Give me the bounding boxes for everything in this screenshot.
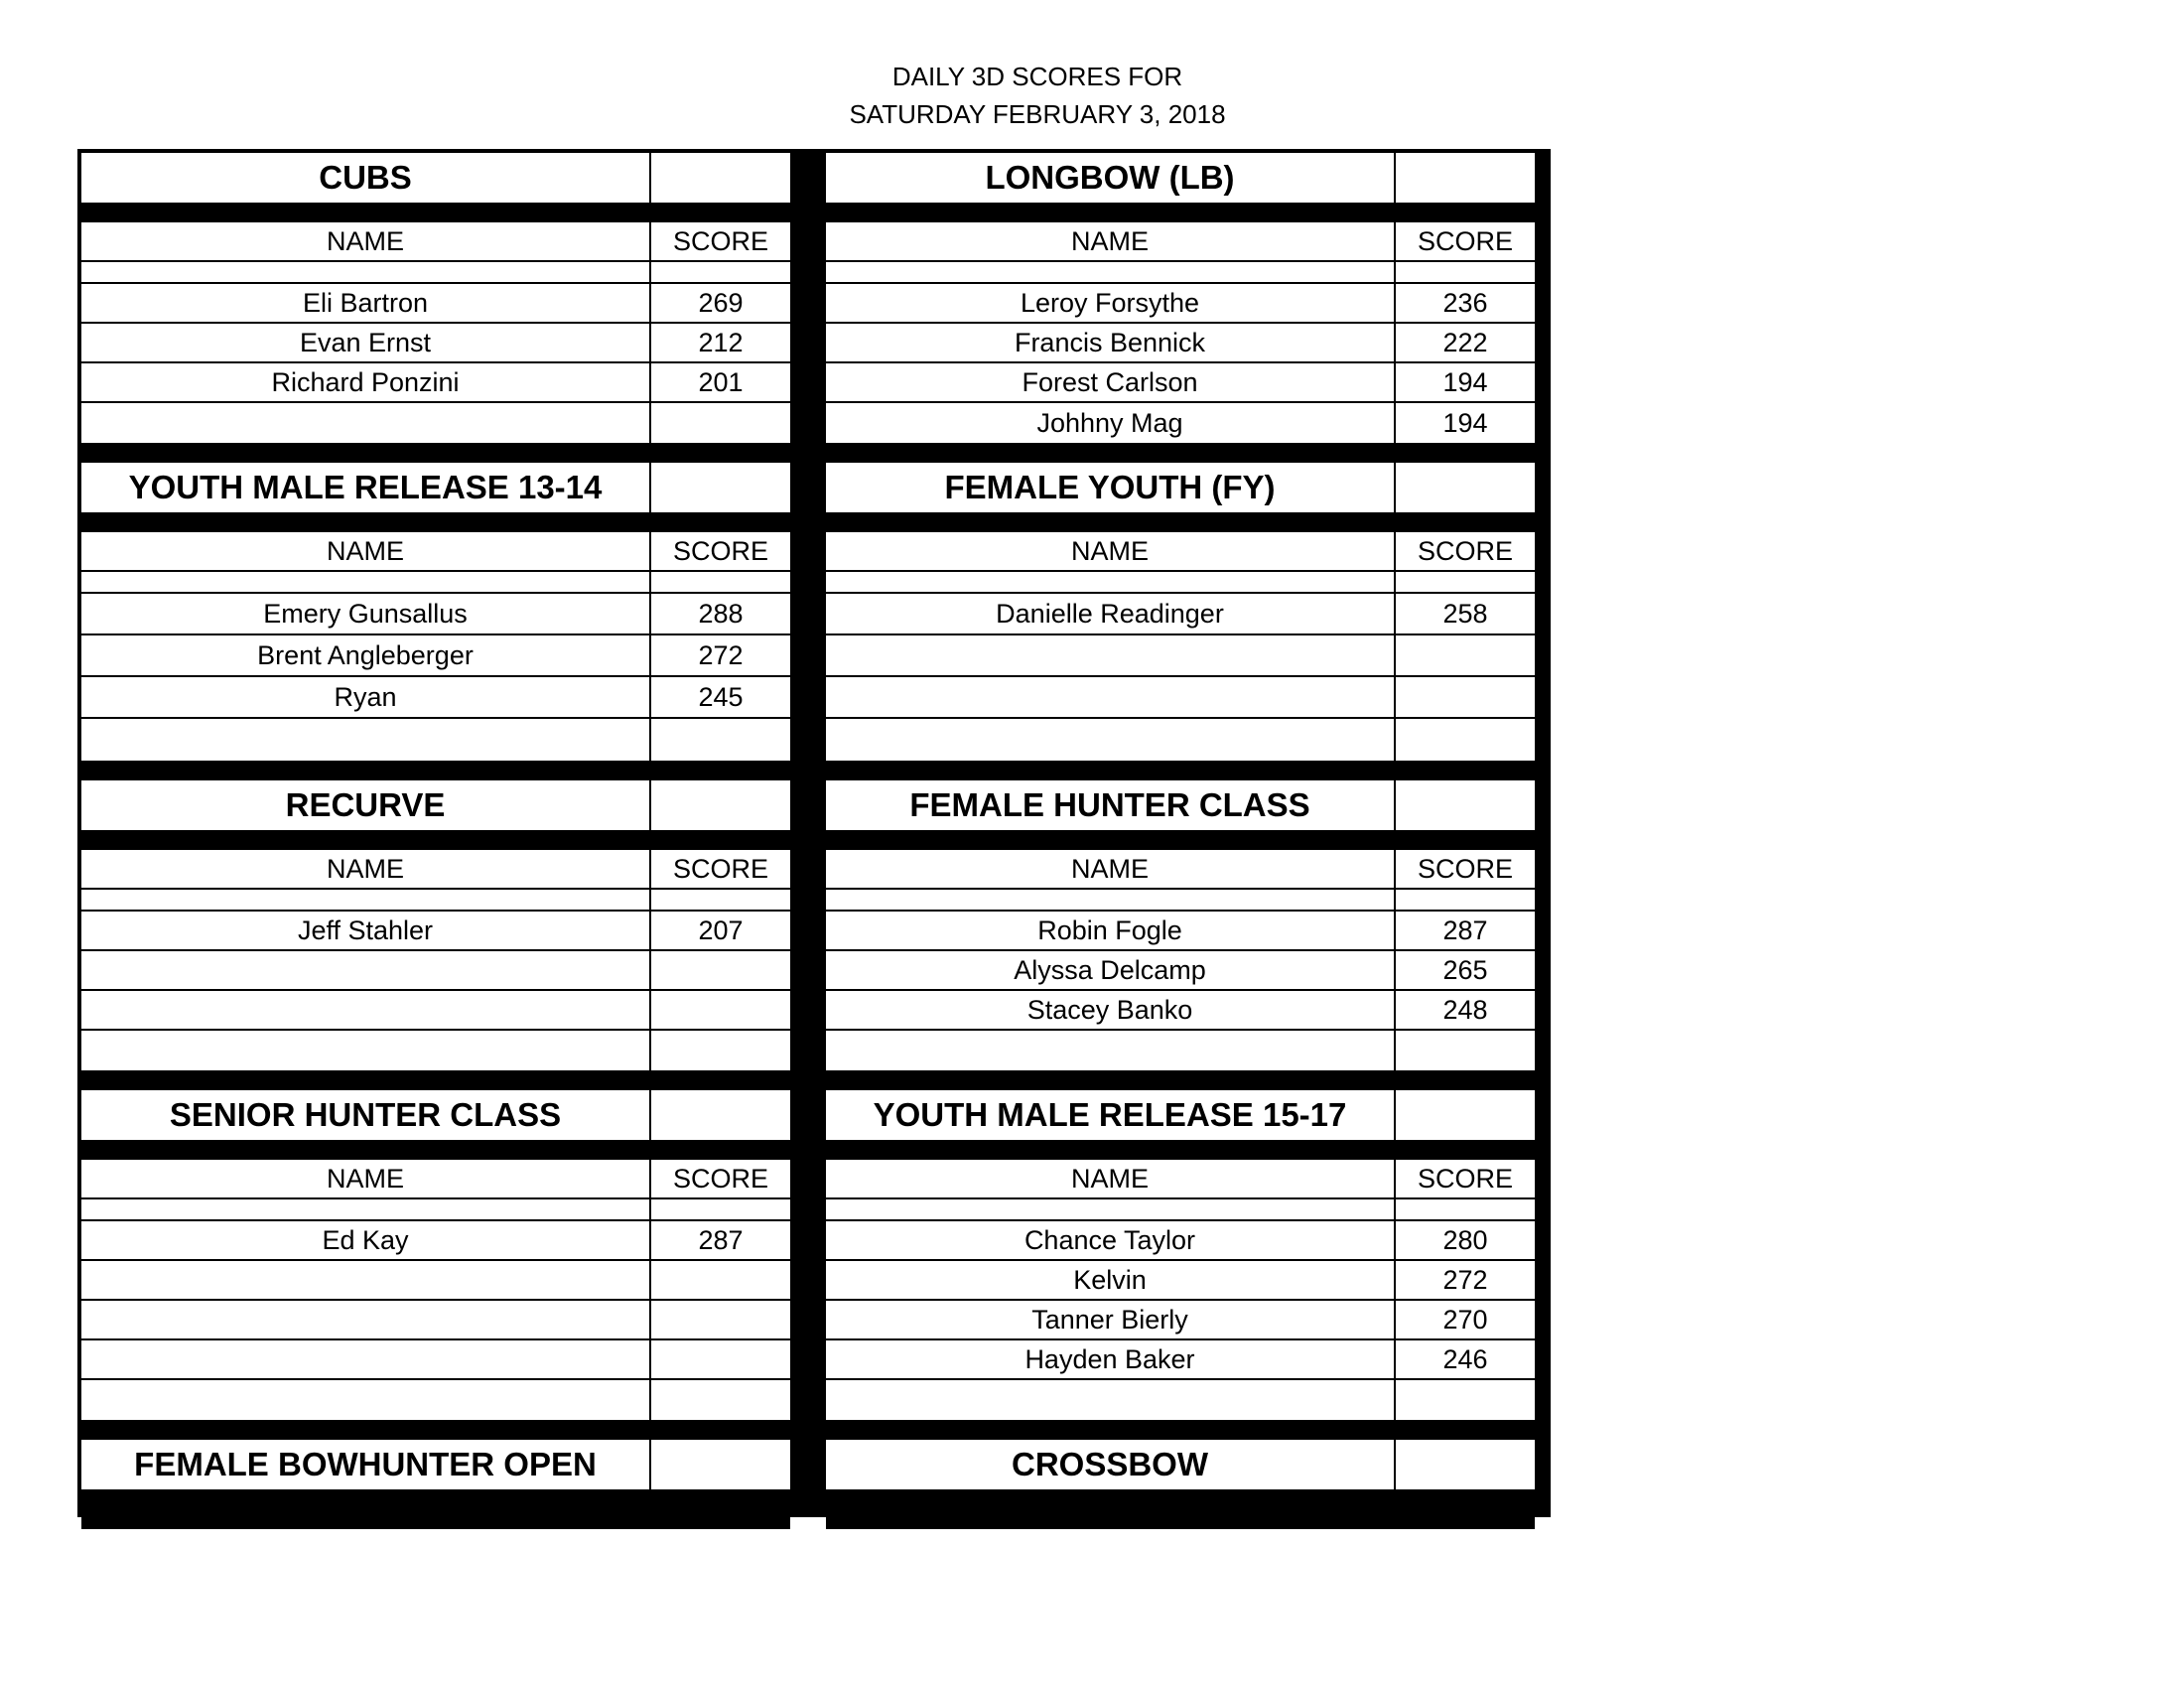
score-row xyxy=(826,1031,1535,1070)
blank-row xyxy=(826,572,1535,594)
blank-cell xyxy=(651,262,790,282)
participant-name: Emery Gunsallus xyxy=(81,594,651,633)
title-line-1: DAILY 3D SCORES FOR xyxy=(891,62,1183,91)
blank-cell xyxy=(1396,262,1535,282)
section-title: FEMALE YOUTH (FY) xyxy=(826,463,1396,512)
score-column-header: SCORE xyxy=(1417,1163,1514,1194)
participant-score xyxy=(651,991,790,1029)
score-row xyxy=(826,1340,1535,1380)
blank-cell xyxy=(81,1199,651,1219)
participant-score: 245 xyxy=(698,681,744,712)
column-header-row xyxy=(826,850,1535,890)
participant-score: 287 xyxy=(698,1224,744,1255)
section-title-blank-cell xyxy=(651,1440,790,1489)
blank-cell xyxy=(81,890,651,910)
section-title-blank-cell xyxy=(651,1090,790,1140)
score-row xyxy=(826,324,1535,363)
score-row xyxy=(81,951,790,991)
participant-name xyxy=(826,719,1396,761)
section-title: FEMALE BOWHUNTER OPEN xyxy=(81,1440,651,1489)
participant-score xyxy=(651,403,790,443)
name-column-header: NAME xyxy=(826,1160,1396,1197)
participant-score: 265 xyxy=(1442,954,1488,985)
section-header xyxy=(826,1090,1535,1140)
section-header xyxy=(826,153,1535,203)
section-divider xyxy=(81,1070,790,1090)
score-row xyxy=(81,594,790,635)
name-column-header: NAME xyxy=(81,222,651,260)
score-column-header: SCORE xyxy=(672,535,769,566)
blank-row xyxy=(81,262,790,284)
section-title-blank-cell xyxy=(1396,153,1535,203)
score-column-header: SCORE xyxy=(1417,853,1514,884)
column-header-row xyxy=(826,222,1535,262)
blank-cell xyxy=(826,262,1396,282)
participant-score xyxy=(1396,635,1535,675)
participant-score: 207 xyxy=(698,914,744,945)
score-row xyxy=(826,991,1535,1031)
section-header xyxy=(826,463,1535,512)
blank-cell xyxy=(651,1199,790,1219)
participant-score: 236 xyxy=(1442,287,1488,318)
left-column xyxy=(81,153,790,1529)
score-row xyxy=(81,677,790,719)
participant-name: Eli Bartron xyxy=(81,284,651,322)
header-divider xyxy=(826,1489,1535,1509)
section-title: CROSSBOW xyxy=(826,1440,1396,1489)
participant-score: 272 xyxy=(698,639,744,670)
participant-score: 269 xyxy=(698,287,744,318)
score-row xyxy=(81,912,790,951)
participant-score xyxy=(1396,1031,1535,1070)
participant-name: Danielle Readinger xyxy=(826,594,1396,633)
score-row xyxy=(81,991,790,1031)
participant-name: Evan Ernst xyxy=(81,324,651,361)
participant-name: Chance Taylor xyxy=(826,1221,1396,1259)
column-header-row xyxy=(81,1160,790,1199)
column-header-row xyxy=(826,532,1535,572)
section-divider xyxy=(81,443,790,463)
section-header xyxy=(81,780,790,830)
section-title: FEMALE HUNTER CLASS xyxy=(826,780,1396,830)
section-divider xyxy=(81,1509,790,1529)
participant-name xyxy=(81,1301,651,1338)
participant-score xyxy=(1396,1380,1535,1420)
blank-cell xyxy=(1396,890,1535,910)
score-row xyxy=(81,1301,790,1340)
participant-name xyxy=(826,1380,1396,1420)
section-title-blank-cell xyxy=(1396,780,1535,830)
header-divider xyxy=(826,512,1535,532)
header-divider xyxy=(81,203,790,222)
score-row xyxy=(826,363,1535,403)
participant-name: Richard Ponzini xyxy=(81,363,651,401)
participant-score xyxy=(651,1031,790,1070)
section-header xyxy=(81,1440,790,1489)
name-column-header: NAME xyxy=(826,850,1396,888)
blank-cell xyxy=(651,890,790,910)
section-title: RECURVE xyxy=(81,780,651,830)
participant-name: Johhny Mag xyxy=(826,403,1396,443)
participant-score: 194 xyxy=(1442,366,1488,397)
section-divider xyxy=(826,1509,1535,1529)
blank-row xyxy=(81,890,790,912)
participant-name xyxy=(826,1031,1396,1070)
participant-name xyxy=(81,1031,651,1070)
scores-sheet xyxy=(77,149,1551,1517)
section-title-blank-cell xyxy=(651,780,790,830)
participant-name xyxy=(826,635,1396,675)
blank-cell xyxy=(81,262,651,282)
blank-cell xyxy=(826,890,1396,910)
score-row xyxy=(826,594,1535,635)
participant-score xyxy=(651,1340,790,1378)
section-divider xyxy=(81,761,790,780)
section-divider xyxy=(826,1420,1535,1440)
score-row xyxy=(826,951,1535,991)
score-row xyxy=(826,635,1535,677)
score-row xyxy=(81,1031,790,1070)
participant-score xyxy=(651,1301,790,1338)
participant-name xyxy=(826,677,1396,717)
blank-cell xyxy=(1396,572,1535,592)
section-title: CUBS xyxy=(81,153,651,203)
section-title: LONGBOW (LB) xyxy=(826,153,1396,203)
section-title-blank-cell xyxy=(1396,1090,1535,1140)
blank-cell xyxy=(826,572,1396,592)
section-divider xyxy=(81,1420,790,1440)
participant-name: Jeff Stahler xyxy=(81,912,651,949)
score-row xyxy=(826,1301,1535,1340)
section-title-blank-cell xyxy=(651,153,790,203)
participant-score xyxy=(651,951,790,989)
column-header-row xyxy=(81,532,790,572)
blank-row xyxy=(826,1199,1535,1221)
name-column-header: NAME xyxy=(826,222,1396,260)
participant-score: 270 xyxy=(1442,1304,1488,1335)
name-column-header: NAME xyxy=(826,532,1396,570)
participant-name xyxy=(81,403,651,443)
participant-score: 246 xyxy=(1442,1343,1488,1374)
participant-name xyxy=(81,1380,651,1420)
column-header-row xyxy=(81,222,790,262)
participant-name: Forest Carlson xyxy=(826,363,1396,401)
participant-name: Tanner Bierly xyxy=(826,1301,1396,1338)
participant-score: 287 xyxy=(1442,914,1488,945)
section-header xyxy=(826,1440,1535,1489)
participant-name: Stacey Banko xyxy=(826,991,1396,1029)
score-row xyxy=(826,719,1535,761)
participant-name: Kelvin xyxy=(826,1261,1396,1299)
participant-name xyxy=(81,991,651,1029)
name-column-header: NAME xyxy=(81,1160,651,1197)
header-divider xyxy=(81,1489,790,1509)
participant-name: Ryan xyxy=(81,677,651,717)
participant-score xyxy=(651,1380,790,1420)
section-divider xyxy=(826,761,1535,780)
section-header xyxy=(81,1090,790,1140)
column-header-row xyxy=(81,850,790,890)
section-header xyxy=(81,153,790,203)
blank-cell xyxy=(81,572,651,592)
participant-score: 212 xyxy=(698,327,744,357)
blank-row xyxy=(826,262,1535,284)
blank-cell xyxy=(651,572,790,592)
participant-name xyxy=(81,1340,651,1378)
participant-score: 280 xyxy=(1442,1224,1488,1255)
header-divider xyxy=(826,1140,1535,1160)
name-column-header: NAME xyxy=(81,850,651,888)
header-divider xyxy=(81,830,790,850)
section-title-blank-cell xyxy=(1396,1440,1535,1489)
name-column-header: NAME xyxy=(81,532,651,570)
participant-score xyxy=(651,1261,790,1299)
section-header xyxy=(81,463,790,512)
header-divider xyxy=(81,1140,790,1160)
participant-score xyxy=(1396,677,1535,717)
header-divider xyxy=(826,203,1535,222)
score-row xyxy=(81,1221,790,1261)
participant-score: 194 xyxy=(1442,407,1488,438)
participant-score: 288 xyxy=(698,598,744,629)
score-row xyxy=(826,403,1535,443)
score-row xyxy=(826,677,1535,719)
participant-score xyxy=(1396,719,1535,761)
participant-name: Robin Fogle xyxy=(826,912,1396,949)
score-row xyxy=(826,912,1535,951)
blank-cell xyxy=(826,1199,1396,1219)
score-column-header: SCORE xyxy=(1417,535,1514,566)
participant-name: Alyssa Delcamp xyxy=(826,951,1396,989)
participant-score: 248 xyxy=(1442,994,1488,1025)
participant-name: Brent Angleberger xyxy=(81,635,651,675)
score-row xyxy=(826,1221,1535,1261)
section-divider xyxy=(826,443,1535,463)
score-row xyxy=(81,324,790,363)
header-divider xyxy=(826,830,1535,850)
score-row xyxy=(826,284,1535,324)
score-column-header: SCORE xyxy=(672,1163,769,1194)
participant-name xyxy=(81,719,651,761)
participant-name: Hayden Baker xyxy=(826,1340,1396,1378)
section-title: YOUTH MALE RELEASE 13-14 xyxy=(81,463,651,512)
score-row xyxy=(81,403,790,443)
score-row xyxy=(81,1380,790,1420)
score-row xyxy=(81,635,790,677)
blank-cell xyxy=(1396,1199,1535,1219)
score-row xyxy=(81,284,790,324)
participant-score: 201 xyxy=(698,366,744,397)
score-column-header: SCORE xyxy=(672,853,769,884)
participant-name: Leroy Forsythe xyxy=(826,284,1396,322)
section-header xyxy=(826,780,1535,830)
section-title: SENIOR HUNTER CLASS xyxy=(81,1090,651,1140)
participant-score: 222 xyxy=(1442,327,1488,357)
participant-name xyxy=(81,1261,651,1299)
title-line-2: SATURDAY FEBRUARY 3, 2018 xyxy=(849,99,1226,129)
score-row xyxy=(81,1340,790,1380)
section-title: YOUTH MALE RELEASE 15-17 xyxy=(826,1090,1396,1140)
score-column-header: SCORE xyxy=(672,225,769,256)
score-row xyxy=(826,1261,1535,1301)
right-column xyxy=(826,153,1535,1529)
section-title-blank-cell xyxy=(1396,463,1535,512)
participant-name xyxy=(81,951,651,989)
section-title-blank-cell xyxy=(651,463,790,512)
score-row xyxy=(81,1261,790,1301)
participant-score xyxy=(651,719,790,761)
column-header-row xyxy=(826,1160,1535,1199)
header-divider xyxy=(81,512,790,532)
blank-row xyxy=(81,572,790,594)
score-row xyxy=(826,1380,1535,1420)
participant-name: Francis Bennick xyxy=(826,324,1396,361)
score-column-header: SCORE xyxy=(1417,225,1514,256)
participant-score: 258 xyxy=(1442,598,1488,629)
section-divider xyxy=(826,1070,1535,1090)
blank-row xyxy=(81,1199,790,1221)
score-row xyxy=(81,719,790,761)
score-row xyxy=(81,363,790,403)
participant-score: 272 xyxy=(1442,1264,1488,1295)
page-title xyxy=(0,58,2075,133)
blank-row xyxy=(826,890,1535,912)
participant-name: Ed Kay xyxy=(81,1221,651,1259)
